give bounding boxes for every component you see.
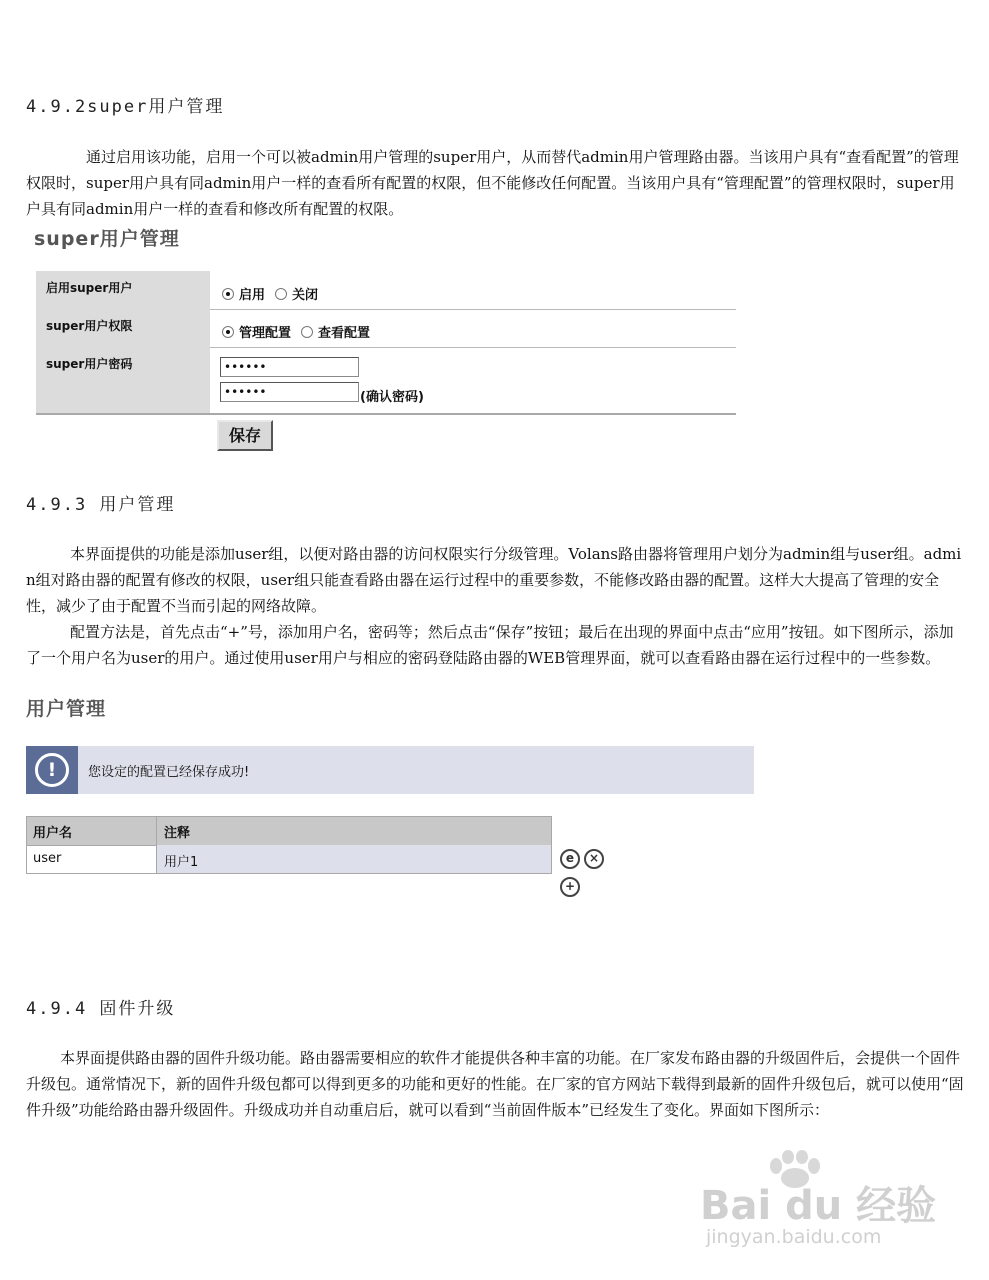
watermark-url: jingyan.baidu.com bbox=[706, 1226, 882, 1248]
super-user-form bbox=[36, 271, 736, 451]
section-heading-4-9-4: 4.9.4 固件升级 bbox=[26, 999, 176, 1019]
radio-disable[interactable] bbox=[275, 288, 287, 300]
confirm-password-note: (确认密码) bbox=[360, 390, 424, 405]
section-heading-4-9-3: 4.9.3 用户管理 bbox=[26, 495, 176, 515]
screenshot-title-user-mgmt: 用户管理 bbox=[26, 698, 107, 720]
table-row-comment-bg bbox=[157, 845, 551, 873]
baidu-jingyan-watermark bbox=[700, 1150, 940, 1250]
confirm-password-input[interactable]: •••••• bbox=[220, 382, 359, 402]
radio-view-config-label: 查看配置 bbox=[318, 326, 371, 341]
notice-text: 您设定的配置已经保存成功! bbox=[88, 765, 250, 780]
section-paragraph-4-9-3-a: 本界面提供的功能是添加user组，以便对路由器的访问权限实行分级管理。Volans路由器将管理用户划分为admin组与user组。admin组对路由器的配置有修改的权限，user组只能查看路由器在运行过程中的重要参数，不能修改路由器的配置。这样大大提高了管理的安全性，减少了由于配置不当而引起的网络故障。 bbox=[26, 545, 962, 615]
screenshot-title-super-user: super用户管理 bbox=[34, 228, 180, 250]
table-header-row bbox=[26, 816, 552, 846]
notice-icon-box bbox=[26, 746, 78, 794]
add-icon[interactable]: + bbox=[560, 877, 580, 897]
form-label-password: super用户密码 bbox=[46, 357, 133, 371]
watermark-brand: Bai du 经验 bbox=[700, 1183, 937, 1229]
table-cell-username: user bbox=[33, 851, 62, 866]
section-heading-4-9-2: 4.9.2super用户管理 bbox=[26, 97, 225, 117]
table-cell-comment: 用户1 bbox=[164, 855, 199, 870]
radio-manage-config[interactable] bbox=[222, 326, 234, 338]
radio-enable-label: 启用 bbox=[239, 288, 266, 303]
delete-icon[interactable]: × bbox=[584, 849, 604, 869]
section-paragraph-4-9-3-b: 配置方法是，首先点击“+”号，添加用户名，密码等；然后点击“保存”按钮；最后在出现的界面中点击“应用”按钮。如下图所示，添加了一个用户名为user的用户。通过使用user用户与相应的密码登陆路由器的WEB管理界面，就可以查看路由器在运行过程中的一些参数。 bbox=[26, 623, 954, 667]
user-table bbox=[26, 816, 552, 874]
form-label-permission: super用户权限 bbox=[46, 319, 133, 333]
form-bottom-line bbox=[36, 413, 736, 415]
password-input[interactable]: •••••• bbox=[220, 357, 359, 377]
edit-icon[interactable]: e bbox=[560, 849, 580, 869]
section-paragraph-4-9-4: 本界面提供路由器的固件升级功能。路由器需要相应的软件才能提供各种丰富的功能。在厂家发布路由器的升级固件后，会提供一个固件升级包。通常情况下，新的固件升级包都可以得到更多的功能和更好的性能。在厂家的官方网站下载得到最新的固件升级包后，就可以使用“固件升级”功能给路由器升级固件。升级成功并自动重启后，就可以看到“当前固件版本”已经发生了变化。界面如下图所示： bbox=[26, 1049, 964, 1119]
form-label-enable: 启用super用户 bbox=[46, 281, 133, 295]
enable-radio-group bbox=[222, 283, 328, 303]
permission-radio-group bbox=[222, 321, 380, 341]
radio-view-config[interactable] bbox=[301, 326, 313, 338]
radio-disable-label: 关闭 bbox=[292, 288, 319, 303]
radio-manage-config-label: 管理配置 bbox=[239, 326, 292, 341]
section-paragraph-4-9-2: 通过启用该功能，启用一个可以被admin用户管理的super用户，从而替代admin用户管理路由器。当该用户具有“查看配置”的管理权限时，super用户具有同admin用户一样的查看所有配置的权限，但不能修改任何配置。当该用户具有“管理配置”的管理权限时，super用户具有同admin用户一样的查看和修改所有配置的权限。 bbox=[26, 148, 959, 218]
success-notice bbox=[26, 746, 754, 794]
radio-enable[interactable] bbox=[222, 288, 234, 300]
save-button[interactable]: 保存 bbox=[217, 420, 273, 451]
table-header-comment: 注释 bbox=[164, 826, 191, 841]
divider bbox=[210, 309, 736, 310]
table-header-username: 用户名 bbox=[33, 826, 73, 841]
alert-icon: ! bbox=[35, 753, 69, 787]
divider bbox=[210, 347, 736, 348]
